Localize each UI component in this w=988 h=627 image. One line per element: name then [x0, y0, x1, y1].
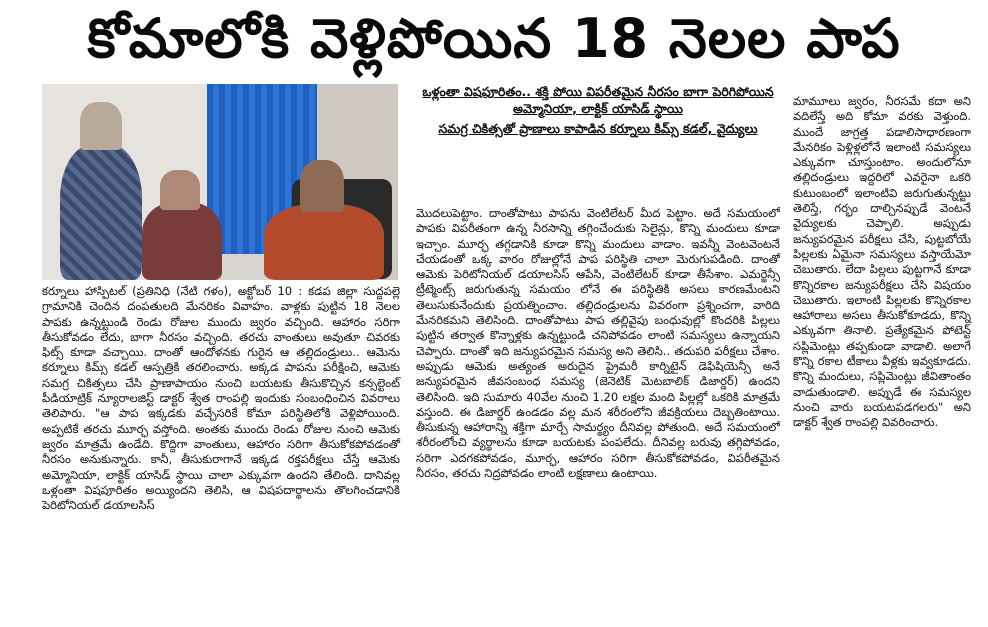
article-column-right	[793, 94, 971, 431]
news-photo	[42, 84, 398, 280]
person-mother-child-graphic	[142, 202, 222, 280]
article-text-middle: మొదలుపెట్టాం. దాంతోపాటు పాపను వెంటిలేటర్ మీద పెట్టాం. అదే సమయంలో పాపకు విపరీతంగా ఉన్న నీరసాన్ని తగ్గించేందుకు సెలైన్లు, కొన్ని మందులు కూడా ఇచ్చాం. మూర్ఛ తగ్గడానికి కూడా కొన్ని మందులు వాడాం. ఇవన్నీ వెంటవెంటనే చేయడంతో ఒక్క వారం రోజుల్లోనే పాప పరిస్థితి చాలా మెరుగుపడింది. దాంతో ఆమెకు పెరిటోనియల్ డయాలసిస్ ఆపేసి, వెంటిలేటర్ కూడా తీసేశాం. ఎమర్జెన్సీ ట్రీట్మెంట్స్ జరుగుతున్న సమయం లోనే ఈ పరిస్థితికి అసలు కారణమేంటని తెలుసుకునేందుకు ప్రయత్నించాం. తల్లిదండ్రులను వివరంగా ప్రశ్నించగా, వారిది మేనరికమని తెలిసింది. దాంతోపాటు పాప తల్లివైపు బంధువుల్లో కొందరికి పిల్లలు పుట్టిన తర్వాత కొన్నాళ్లకు ఉన్నట్టుండి చనిపోవడం లాంటి సమస్యలు ఉన్నాయని చెప్పారు. దాంతో ఇది జన్యుపరమైన సమస్య అని తెలిసి.. తదుపరి పరీక్షలు చేశాం. అప్పుడు ఆమెకు అత్యంత అరుదైన ప్రైమరీ కార్నిటైన్ డెఫిషియెన్సీ అనే జన్యుపరమైన జీవసంబంధ సమస్య (జెనెటిక్ మెటబాలిక్ డిజార్డర్) ఉందని తెలిసింది. ఇది సుమారు 40వేల నుంచి 1.20 లక్షల మంది పిల్లల్లో ఒకరికి మాత్రమే వస్తుంది. ఈ డిజార్డర్ ఉండడం వల్ల మన శరీరంలోని జీవక్రియలు దెబ్బతింటాయి. తీసుకున్న ఆహారాన్ని శక్తిగా మార్చే సామర్థ్యం దీనివల్ల పోతుంది. అదే సమయంలో శరీరంలోంచి వ్యర్థాలను కూడా బయటకు పంపలేదు. దీనివల్ల బరువు తగ్గిపోవడం, సరిగా ఎదగకపోవడం, మూర్ఛ, ఆహారం సరిగా తీసుకోకపోవడం, విపరీతమైన నీరసం, తరచు నిద్రపోవడం లాంటి లక్షణాలు ఉంటాయి.	[416, 206, 780, 481]
article-column-left	[42, 284, 400, 513]
article-text-left: కర్నూలు హాస్పిటల్ (ప్రతినిధి (నేటి గళం), అక్టోబర్ 10 : కడప జిల్లా సుద్దపల్లె గ్రామానికి చెందిన దంపతులది మేనరికం వివాహం. వాళ్లకు పుట్టిన 18 నెలల పాపకు ఉన్నట్టుండి రెండు రోజుల ముందు జ్వరం వచ్చింది. ఆహారం సరిగా తీసుకోవడం లేదు, బాగా నీరసం వచ్చింది. తరచు వాంతులు అవుతూ చివరకు ఫిట్స్ కూడా వచ్చాయి. దాంతో ఆందోళనకు గురైన ఆ తల్లిదండ్రులు.. ఆమెను కర్నూలు కిమ్స్ కడల్ ఆస్పత్రికి తరలించారు. అక్కడ పాపను పరీక్షించి, ఆమెకు సమగ్ర చికిత్సలు చేసి ప్రాణాపాయం నుంచి బయటకు తీసుకొచ్చిన కన్సల్టెంట్ పీడియాట్రిక్ న్యూరాలజిస్ట్ డాక్టర్ శ్వేత రాంపల్లి ఇందుకు సంబంధించిన వివరాలు తెలిపారు. "ఆ పాప ఇక్కడకు వచ్చేసరికే కోమా పరిస్థితిలోకి వెళ్లిపోయింది. అప్పటికే తరచు మూర్ఛ వస్తోంది. అంతకు ముందు రెండు రోజుల నుంచి ఆమెకు జ్వరం మాత్రమే ఉండేది. కొద్దిగా వాంతులు, ఆహారం సరిగా తీసుకోకపోవడంతో నీరసం అనుకున్నారు. కానీ, తీసుకురాగానే ఇక్కడ రక్తపరీక్షలు చేస్తే ఆమెకు అమ్మోనియా, లాక్టిక్ యాసిడ్ స్థాయి చాలా ఎక్కువగా ఉందని తేలింది. దానివల్ల ఒళ్లంతా విషపూరితం అయ్యిందని తెలిసి, ఆ విషపదార్థాలను తొలగించడానికి పెరిటోనియల్ డయాలసిస్	[42, 284, 400, 513]
headline: కోమాలోకి వెళ్లిపోయిన 18 నెలల పాప	[87, 7, 901, 70]
person-man-graphic	[60, 144, 142, 280]
subheadline-line-2: సమగ్ర చికిత్సతో ప్రాణాలు కాపాడిన కర్నూలు కిమ్స్ కడల్, వైద్యులు	[438, 121, 758, 136]
subheadline	[416, 84, 780, 138]
subheadline-line-1: ఒళ్లంతా విషపూరితం.. శక్తి పోయి విపరీతమైన నీరసం బాగా పెరిగిపోయిన అమ్మోనియా, లాక్టిక్ యాసిడ్ స్థాయి	[422, 84, 774, 116]
article-column-middle	[416, 206, 780, 481]
article-text-right: మామూలు జ్వరం, నీరసమే కదా అని వదిలేస్తే అది కోమా వరకు వెళ్తుంది. ముందే జాగ్రత్త పడాలిసాధారణంగా మేనరికం పెళ్లిళ్లలోనే ఇలాంటి సమస్యలు ఎక్కువగా చూస్తుంటాం. అందులోనూ తల్లిదండ్రులు ఇద్దరిలో ఎవరైనా ఒకరి కుటుంబంలో ఇలాంటివి జరుగుతున్నట్టు తెలిస్తే, గర్భం దాల్చినప్పుడే వెంటనే వైద్యులకు చెప్పాలి. అప్పుడు జన్యుపరమైన పరీక్షలు చేసి, పుట్టబోయే పిల్లలకు ఏమైనా సమస్యలు వస్తాయేమో చెబుతారు. లేదా పిల్లలు పుట్టగానే కూడా కొన్నిరకాల జన్యుపరీక్షలు చేసి విషయం చెబుతారు. ఇలాంటి పిల్లలకు కొన్నిరకాల ఆహారాలు అసలు తీసుకోకూడదు, కొన్ని ఎక్కువగా తినాలి. ప్రత్యేకమైన పోటెన్ట్ సప్లిమెంట్లు తప్పకుండా వాడాలి. అలాగే కొన్ని రకాల టీకాలు వీళ్లకు ఇవ్వకూడదు. కొన్ని మందులు, సప్లిమెంట్లు జీవితాంతం వాడుతుండాలి. అప్పుడే ఈ సమస్యల నుంచి వారు బయటపడగలరు" అని డాక్టర్ శ్వేత రాంపల్లి వివరించారు.	[793, 94, 971, 430]
person-doctor-graphic	[264, 204, 384, 280]
